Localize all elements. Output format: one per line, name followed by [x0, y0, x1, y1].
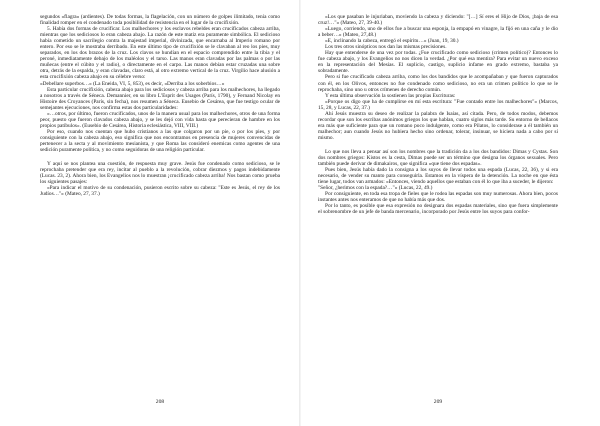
paragraph: Por consiguiente, en toda esa tropa de fieles que le rodea las espadas son muy numerosas. Ahora bien, pocos instantes antes nos enteramos de que no había más que dos. [318, 191, 558, 204]
book-gutter [299, 0, 301, 426]
paragraph: «Los que pasaban le injuriaban, moviendo la cabeza y diciendo: "[…] Sí eres el Hijo de Dios, ¡baja de esa cruz!…"» (Mateo, 27, 39-40.) [318, 14, 558, 27]
paragraph: «Para indicar el motivo de su condenación, pusieron escrito sobre su cabeza: "Este es Jesús, el rey de los Judíos…"» (Mateo, 27, 37.) [40, 185, 280, 198]
paragraph: Lo que nos lleva a pensar así son los nombres que la tradición da a los dos bandidos: Dimas y Cystas. Son dos nombres griegos: Kistos es la cesta, Dimas puede ser un término que designa los órganos sexuales. Pero también puede derivar de dimakairos, que significa «que tiene dos espadas». [318, 148, 558, 168]
paragraph: Y esta última observación la sostienen las propias Escrituras: [325, 92, 456, 99]
paragraph: Por eso, cuando nos cuentan que hubo cristianos a las que colgaron por un pie, o por los pies, y por consiguiente con la cabeza abajo, eso significa que nos encontramos en presencia de mujeres convencidas de pertenecer a la secta y al movimiento mesianista, y que Roma las consideró enemicas como agentes de una sedición puramente política, y no como seguidoras de una religión particular. [40, 128, 280, 154]
paragraph: Ahí Jesús muestra su deseo de realizar la palabra de Isaías, así citada. Pero, de todos modos, debemos recordar que son los escribas anónimos griegos los que hablan, cuatro siglos más tarde. Su entorno de bellacos era más que suficiente para que un romano poco indulgente, como era Pilatos, lo considerase a él también un malhechor; aun cuando Jesús no hubiera hecho sino ordenar, tolerar, insinuar, se hiciera nada a cabo por sí mismo. [318, 110, 558, 141]
paragraph: Pero si fue crucificado cabeza arriba, como los dos bandidos que le acompañaban y que fueron capturados con él, en los Olivos, entonces no fue condenado como sedicioso, no era un crimen político lo que se le reprochaba, sino uno u otros crímenes de derecho común. [318, 74, 558, 93]
paragraph: «E, inclinando la cabeza, entregó el espíritu…» (Juan, 19, 30.) [325, 38, 459, 45]
paragraph: Y aquí se nos plantea una cuestión, de respuesta muy grave. Jesús fue condenado como sedicioso, se le reprochaba pretender que era rey, incitar al pueblo a la revolución, cobrar diezmos y pagos indebidamente (Lucas. 23, 2). Ahora bien, los Evangelios nos lo muestran ¡crucificado cabeza arriba! Nos bastan como prueba los siguientes pasajes: [40, 161, 280, 186]
left-page-text [40, 14, 280, 197]
paragraph: "Señor, ¿herimos con la espada?…"» (Lucas, 22, 49.) [318, 185, 433, 192]
paragraph: «…otros, por último, fueron crucificados, unos de la manera usual para los malhechores, otros de una forma peor, puesto que fueron clavados cabeza abajo, y se les dejó con vida hasta que perecieran de hambre en los propios patíbulos». (Eusebio de Cesárea, Historia eclesiástica, VIII, VIII.) [40, 110, 280, 129]
paragraph: Hay que entenderse de una vez por todas. ¿Fue crucificado como sedicioso (crimen político)? Entonces lo fue cabeza abajo, y los Evangelios no nos dicen la verdad. ¿Por qué esa mentira? Para evitar un nuevo exceso en la representación del Mesías. El suplicio, castigo, suplicio infame en grado extremo, bastaba ya sobradamente. [318, 50, 558, 75]
paragraph: Pues bien, Jesús había dado la consigna a los suyos de llevar todos una espada (Lucas, 22, 36), y si era necesario, de vender su manto para conseguirla. Estamos en la víspera de la detención. La noche en que ésta tiene lugar, todos van armados: «Entonces, viendo aquellos que estaban con él lo que iba a suceder, le dijeron: [318, 167, 558, 186]
paragraph: segundos «flagra» (ardientes). De todas formas, la flagelación, con un número de golpes ilimitado, tenía como finalidad romper en el condenado toda posibilidad de resistencia en el lugar de la crucifixión. [40, 14, 280, 27]
paragraph: Por lo tanto, es posible que esa expresión no designara dos espadas materiales, sino que fuera simplemente el sobrenombre de un jefe de banda mercenario, incorporado por Jesús entre los suyos para confor- [318, 203, 558, 216]
paragraph: «Debellare superbos…» (La Eneida, VI, 5, 853), es decir, «Derriba a los soberbios…» [40, 80, 225, 87]
paragraph: Los tres otros sinópticos nos dan las mismas precisiones. [325, 44, 447, 51]
paragraph: «Porque os digo que ha de cumplirse en mí esta escritura: "Fue contado entre los malhechores"» (Marcos, 15, 28, y Lucas, 22, 37.) [318, 98, 558, 111]
paragraph: Esta particular crucifixión, cabeza abajo para los sediciosos y cabeza arriba para los malhechores, ha llegado a nosotros a través de Séneca. Demannier, en su libro L'Esprit des Usages (París, 1790), y Fernand Nicolay en Histoire des Croyances (París, sin fecha), nos resumen a Séneca. Eusebio de Cesárea, que fue testigo ocular de semejantes ejecuciones, nos confirma estas dos particularidades: [40, 86, 280, 111]
paragraph: 5. Había dos formas de crucificar. Los malhechores y los esclavos rebeldes eran crucificados cabeza arriba, mientras que los sediciosos lo eran cabeza abajo. La razón de este matiz era puramente simbólica. El sedicioso había cometido un sacrilegio contra la majestad imperial, divinizada, que encarnaba al Imperio romano por entero. Por eso se le mostraba derribado. En este último tipo de crucifixión se le clavaban al reo los pies, muy separados, en los dos brazos de la cruz. Los clavos se hundían en el espacio comprendido entre la tibia y el peroné, inmediatamente debajo de los maléolos y el tarso. Las manos eran clavadas por las palmas o por las muñecas (entre el cúbito y el radio), o directamente en el carpo. Las manos debían estar cruzadas una sobre otra, detrás de la espalda, y eran clavadas, claro está, al otro extremo vertical de la cruz. Virgilio hace alusión a esta crucifixión cabeza abajo en su célebre verso: [40, 26, 280, 81]
right-page [318, 14, 558, 414]
right-page-number: 209 [433, 399, 443, 405]
left-page [40, 14, 280, 414]
right-page-text [318, 14, 558, 216]
left-page-number: 208 [155, 399, 165, 405]
paragraph: «Luego, corriendo, uno de ellos fue a buscar una esponja, la empapó en vinagre, la fijó en una caña y le dio a beber…» (Mateo, 27,48.) [318, 26, 558, 39]
